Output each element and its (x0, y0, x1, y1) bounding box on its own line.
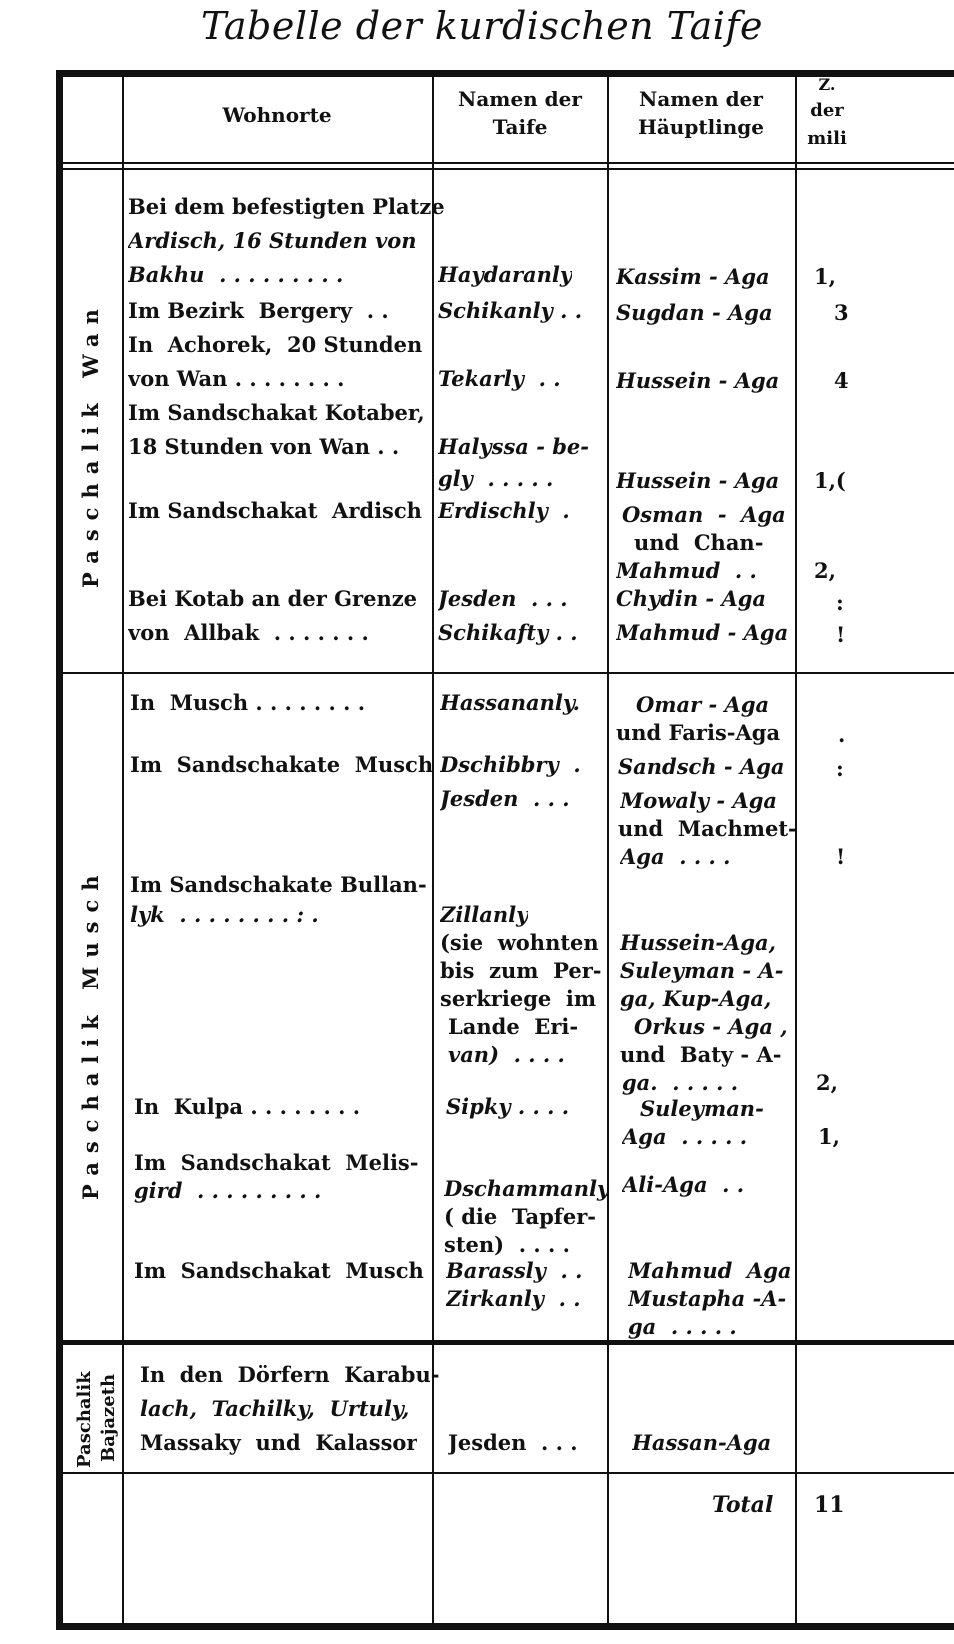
wan-number: 1, (814, 264, 836, 289)
musch-haeuptling-line: Ali-Aga . . (622, 1172, 745, 1197)
wan-taife-line: Schikanly . . (438, 298, 583, 323)
wan-haeuptling-line: Hussein - Aga (616, 468, 780, 493)
musch-taife-line: ( die Tapfer- (444, 1204, 596, 1229)
bajazeth-wohnort-line: Massaky und Kalassor (140, 1430, 418, 1455)
wan-wohnort-line: Im Bezirk Bergery . . (128, 298, 389, 323)
musch-taife-line: Dschammanly (444, 1176, 610, 1201)
musch-haeuptling-line: Suleyman - A- (620, 958, 784, 983)
musch-taife-line: Zirkanly . . (446, 1286, 581, 1311)
wan-haeuptling-line: Mahmud - Aga (616, 620, 789, 645)
section-divider-bajazeth-total (60, 1472, 954, 1474)
musch-wohnort-line: In Musch . . . . . . . . (130, 690, 366, 715)
musch-haeuptling-line: und Faris-Aga (616, 720, 781, 745)
musch-number: ! (836, 844, 846, 869)
header-bottom-line (60, 162, 954, 164)
section-label-wan: Paschalik Wan (78, 300, 103, 588)
wan-wohnort-line: Bei dem befestigten Platze (128, 194, 445, 219)
wan-haeuptling-line: Chydin - Aga (616, 586, 767, 611)
musch-taife-line: Dschibbry . (440, 752, 581, 777)
musch-haeuptling-line: ga. . . . . . (622, 1070, 739, 1095)
musch-number: 2, (816, 1070, 838, 1095)
musch-number: . (838, 722, 846, 747)
wan-taife-line: Haydaranly (438, 262, 573, 287)
wan-wohnort-line: Bakhu . . . . . . . . . (128, 262, 344, 287)
section-divider-musch-bajazeth (60, 1340, 954, 1345)
musch-taife-line: Hassananly. (440, 690, 580, 715)
wan-wohnort-line: 18 Stunden von Wan . . (128, 434, 400, 459)
header-zahl-2: der (810, 100, 844, 121)
wan-taife-line: Tekarly . . (438, 366, 561, 391)
musch-taife-line: (sie wohnten (440, 930, 599, 955)
wan-wohnort-line: Ardisch, 16 Stunden von (128, 228, 417, 253)
musch-taife-line: van) . . . . (448, 1042, 565, 1067)
wan-number: : (836, 590, 844, 615)
total-value: 11 (814, 1492, 845, 1518)
col-line-haeuptlinge (795, 76, 797, 1624)
wan-wohnort-line: von Wan . . . . . . . . (128, 366, 345, 391)
wan-taife-line: gly . . . . . (438, 466, 554, 491)
header-haeuptlinge-1: Namen der (639, 87, 763, 111)
musch-haeuptling-line: Suleyman- (640, 1096, 764, 1121)
musch-haeuptling-line: ga . . . . . (628, 1314, 737, 1339)
musch-haeuptling-line: Mowaly - Aga (620, 788, 778, 813)
musch-taife-line: Lande Eri- (448, 1014, 579, 1039)
wan-number: 4 (834, 368, 849, 393)
section-label-bajazeth-2: Bajazeth (98, 1373, 119, 1462)
musch-wohnort-line: lyk . . . . . . . . : . (130, 902, 319, 927)
musch-wohnort-line: gird . . . . . . . . . (134, 1178, 322, 1203)
wan-wohnort-line: Im Sandschakat Ardisch (128, 498, 422, 523)
header-haeuptlinge-2: Häuptlinge (637, 115, 765, 139)
wan-haeuptling-line: Sugdan - Aga (616, 300, 773, 325)
bajazeth-wohnort-line: In den Dörfern Karabu- (140, 1362, 440, 1387)
header-wohnorte: Wohnorte (222, 103, 332, 127)
musch-taife-line: Zillanly (440, 902, 529, 927)
wan-number: 1,( (814, 468, 846, 493)
musch-haeuptling-line: Aga . . . . (620, 844, 731, 869)
musch-wohnort-line: Im Sandschakat Melis- (134, 1150, 419, 1175)
header-taife-1: Namen der (458, 87, 582, 111)
wan-haeuptling-line: Osman - Aga (622, 502, 786, 527)
musch-wohnort-line: Im Sandschakat Musch (134, 1258, 424, 1283)
header-zahl-3: mili (807, 128, 847, 149)
musch-haeuptling-line: Aga . . . . . (622, 1124, 748, 1149)
wan-wohnort-line: von Allbak . . . . . . . (128, 620, 369, 645)
wan-number: 2, (814, 558, 836, 583)
col-line-taife (607, 76, 609, 1624)
wan-number: 3 (834, 300, 849, 325)
total-label: Total (712, 1492, 774, 1518)
page-title: Tabelle der kurdischen Taife (201, 4, 763, 48)
musch-haeuptling-line: Mustapha -A- (628, 1286, 787, 1311)
musch-number: : (836, 756, 844, 781)
section-label-bajazeth-1: Paschalik (74, 1371, 95, 1468)
musch-haeuptling-line: Sandsch - Aga (618, 754, 785, 779)
bajazeth-wohnort-line: lach, Tachilky, Urtuly, (140, 1396, 410, 1421)
musch-haeuptling-line: ga, Kup-Aga, (620, 986, 772, 1011)
wan-taife-line: Erdischly . (438, 498, 570, 523)
bajazeth-taife-line: Jesden . . . (448, 1430, 578, 1455)
musch-haeuptling-line: und Machmet- (618, 816, 797, 841)
header-zahl-1: Z. (818, 75, 836, 94)
musch-taife-line: Barassly . . (446, 1258, 583, 1283)
musch-haeuptling-line: Omar - Aga (636, 692, 770, 717)
section-divider-wan-musch (60, 672, 954, 674)
wan-wohnort-line: In Achorek, 20 Stunden (128, 332, 423, 357)
musch-wohnort-line: Im Sandschakate Bullan- (130, 872, 427, 897)
wan-taife-line: Jesden . . . (438, 586, 568, 611)
wan-taife-line: Schikafty . . (438, 620, 578, 645)
wan-taife-line: Halyssa - be- (438, 434, 589, 459)
musch-taife-line: sten) . . . . (444, 1232, 570, 1257)
musch-taife-line: bis zum Per- (440, 958, 602, 983)
wan-haeuptling-line: und Chan- (634, 530, 764, 555)
wan-haeuptling-line: Kassim - Aga (616, 264, 770, 289)
musch-haeuptling-line: Hussein-Aga, (620, 930, 776, 955)
musch-haeuptling-line: Orkus - Aga , (634, 1014, 788, 1039)
header-taife-2: Taife (492, 115, 548, 139)
musch-haeuptling-line: Mahmud Aga (628, 1258, 792, 1283)
musch-wohnort-line: In Kulpa . . . . . . . . (134, 1094, 361, 1119)
wan-wohnort-line: Bei Kotab an der Grenze (128, 586, 418, 611)
musch-taife-line: Sipky . . . . (446, 1094, 570, 1119)
section-label-musch: Paschalik Musch (78, 866, 103, 1200)
wan-haeuptling-line: Mahmud . . (616, 558, 757, 583)
musch-taife-line: Jesden . . . (440, 786, 570, 811)
col-line-section (122, 76, 124, 1624)
wan-number: ! (836, 622, 846, 647)
musch-taife-line: serkriege im (440, 986, 597, 1011)
bajazeth-haeuptling-line: Hassan-Aga (632, 1430, 772, 1455)
wan-haeuptling-line: Hussein - Aga (616, 368, 780, 393)
musch-number: 1, (818, 1124, 840, 1149)
header-bottom-line-2 (60, 168, 954, 170)
wan-wohnort-line: Im Sandschakat Kotaber, (128, 400, 425, 425)
musch-wohnort-line: Im Sandschakate Musch (130, 752, 434, 777)
musch-haeuptling-line: und Baty - A- (620, 1042, 782, 1067)
